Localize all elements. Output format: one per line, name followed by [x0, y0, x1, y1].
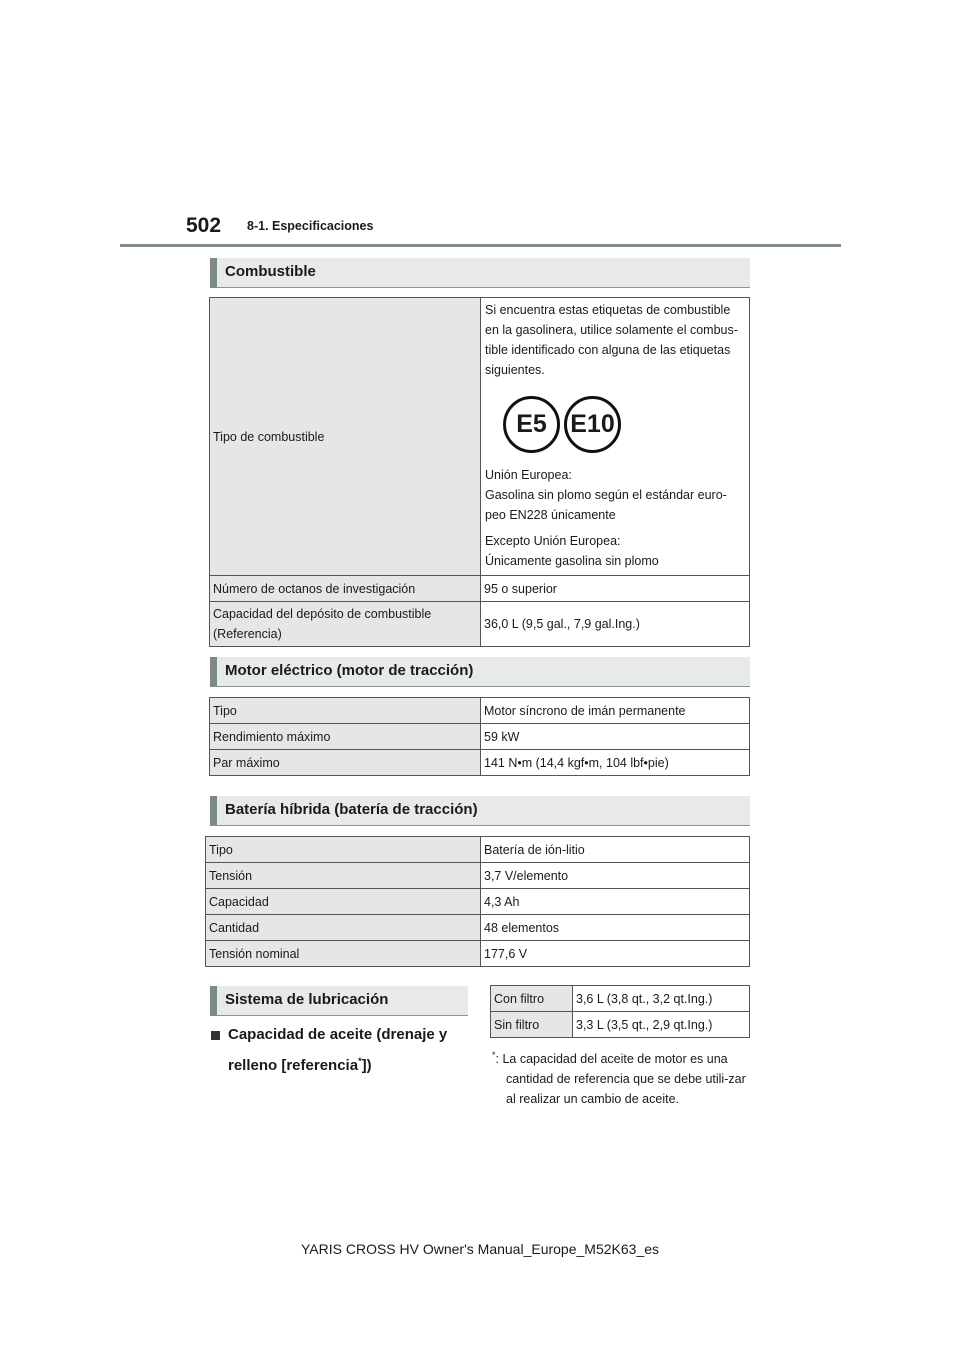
non-eu-text: Únicamente gasolina sin plomo — [485, 554, 659, 568]
capacity-value: 4,3 Ah — [481, 889, 750, 915]
battery-table — [205, 836, 750, 967]
motor-section-heading: Motor eléctrico (motor de tracción) — [210, 657, 750, 687]
table-row — [491, 986, 750, 1012]
quantity-value: 48 elementos — [481, 915, 750, 941]
without-filter-label: Sin filtro — [491, 1012, 573, 1038]
octane-label: Número de octanos de investigación — [210, 576, 481, 602]
max-output-value: 59 kW — [481, 724, 750, 750]
oil-footnote: *: La capacidad del aceite de motor es una cantidad de referencia que se debe utili-zar al realizar un cambio de aceite. — [492, 1050, 746, 1107]
lubrication-section-heading: Sistema de lubricación — [210, 986, 468, 1016]
fuel-type-label: Tipo de combustible — [210, 298, 481, 576]
with-filter-value: 3,6 L (3,8 qt., 3,2 qt.Ing.) — [573, 986, 750, 1012]
eu-text: Gasolina sin plomo según el estándar euro-peo EN228 únicamente — [485, 488, 727, 522]
table-row — [206, 837, 750, 863]
nominal-voltage-value: 177,6 V — [481, 941, 750, 967]
max-output-label: Rendimiento máximo — [210, 724, 481, 750]
max-torque-value: 141 N•m (14,4 kgf•m, 104 lbf•pie) — [481, 750, 750, 776]
table-row — [206, 915, 750, 941]
motor-type-value: Motor síncrono de imán permanente — [481, 698, 750, 724]
table-row — [206, 889, 750, 915]
table-row — [210, 750, 750, 776]
table-row — [210, 602, 750, 647]
table-row — [210, 724, 750, 750]
fuel-table — [209, 297, 750, 647]
fuel-label-badges — [503, 396, 745, 453]
table-row — [491, 1012, 750, 1038]
fuel-section-heading: Combustible — [210, 258, 750, 288]
quantity-label: Cantidad — [206, 915, 481, 941]
manual-footer: YARIS CROSS HV Owner's Manual_Europe_M52K63_es — [300, 1241, 660, 1257]
tank-capacity-value: 36,0 L (9,5 gal., 7,9 gal.Ing.) — [481, 602, 750, 647]
table-row — [206, 863, 750, 889]
table-row — [210, 698, 750, 724]
table-row — [206, 941, 750, 967]
max-torque-label: Par máximo — [210, 750, 481, 776]
voltage-label: Tensión — [206, 863, 481, 889]
table-row — [210, 298, 750, 576]
battery-type-value: Batería de ión-litio — [481, 837, 750, 863]
motor-table — [209, 697, 750, 776]
tank-capacity-label: Capacidad del depósito de combustible (Referencia) — [210, 602, 481, 647]
e10-label-icon: E10 — [564, 396, 621, 453]
motor-type-label: Tipo — [210, 698, 481, 724]
fuel-type-intro: Si encuentra estas etiquetas de combustible en la gasolinera, utilice solamente el combus-tible identificado con alguna de las etiquetas siguientes. — [485, 303, 738, 377]
oil-capacity-label: Capacidad de aceite (drenaje y relleno [referencia*]) — [211, 1022, 447, 1079]
octane-value: 95 o superior — [481, 576, 750, 602]
battery-type-label: Tipo — [206, 837, 481, 863]
table-row — [210, 576, 750, 602]
nominal-voltage-label: Tensión nominal — [206, 941, 481, 967]
voltage-value: 3,7 V/elemento — [481, 863, 750, 889]
non-eu-title: Excepto Unión Europea: — [485, 534, 621, 548]
fuel-type-value — [481, 298, 750, 576]
battery-section-heading: Batería híbrida (batería de tracción) — [210, 796, 750, 826]
section-reference: 8-1. Especificaciones — [247, 219, 374, 233]
oil-capacity-table — [490, 985, 750, 1038]
bullet-square-icon — [211, 1031, 220, 1040]
page-number: 502 — [186, 214, 222, 237]
without-filter-value: 3,3 L (3,5 qt., 2,9 qt.Ing.) — [573, 1012, 750, 1038]
eu-title: Unión Europea: — [485, 468, 572, 482]
e5-label-icon: E5 — [503, 396, 560, 453]
with-filter-label: Con filtro — [491, 986, 573, 1012]
capacity-label: Capacidad — [206, 889, 481, 915]
header-divider — [120, 244, 841, 247]
